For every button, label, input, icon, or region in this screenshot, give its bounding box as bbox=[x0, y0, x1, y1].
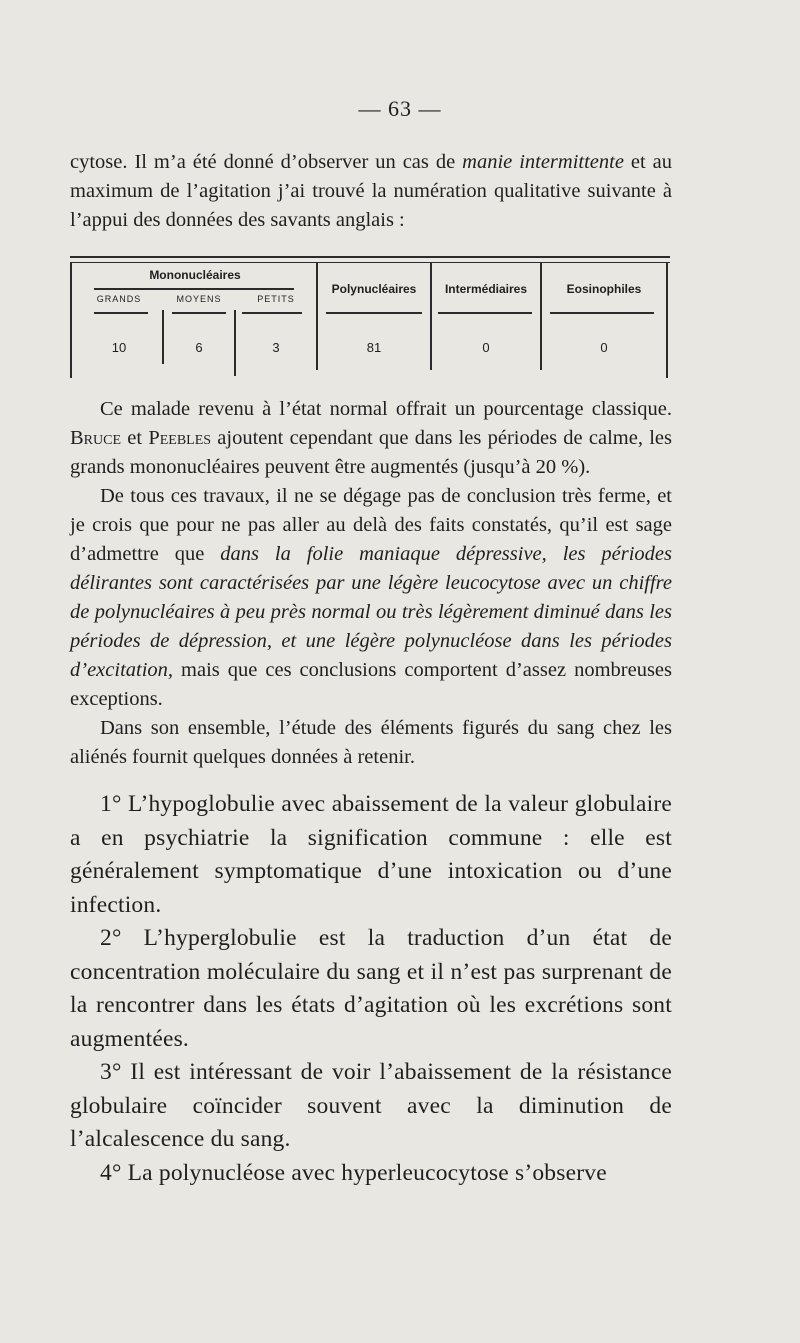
value-grands: 10 bbox=[111, 340, 127, 355]
page-number: — 63 — bbox=[358, 96, 442, 121]
intro-paragraph: cytose. Il m’a été donné d’observer un cas de manie intermittente et au maximum de l’agitation j’ai trouvé la numération qualitative suivante à l’appui des données des savants anglais : bbox=[70, 151, 673, 231]
value-moyens: 6 bbox=[195, 340, 203, 355]
header-mononucleaires: Mononucléaires bbox=[149, 268, 241, 282]
header-intermediaires: Intermédiaires bbox=[444, 282, 528, 296]
discussion-text bbox=[70, 395, 672, 772]
paragraph: Dans son ensemble, l’étude des éléments figurés du sang chez les aliénés fournit quelques données à retenir. bbox=[70, 717, 672, 768]
emphasis: manie intermittente bbox=[462, 151, 624, 173]
conclusion-item: 4° La polynucléose avec hyperleucocytose s’observe bbox=[100, 1159, 607, 1186]
emphasis: dans la folie maniaque dépressive, les périodes délirantes sont caractérisées par une légère leucocytose avec un chiffre de polynucléaires à peu près normal ou très légèrement diminué dans les périodes de dépression, et une légère polynucléose dans les périodes d’excitation, bbox=[70, 543, 672, 681]
header-polynucleaires: Polynucléaires bbox=[331, 282, 417, 296]
paragraph: Ce malade revenu à l’état normal offrait un pourcentage classique. Bruce et Peebles ajoutent cependant que dans les périodes de calme, les grands mononucléaires peuvent être augmentés (jusqu’à 20 %). bbox=[70, 398, 672, 478]
conclusions-list bbox=[70, 788, 672, 1190]
header-grands: GRANDS bbox=[96, 294, 142, 304]
header-petits: PETITS bbox=[257, 294, 295, 304]
header-moyens: MOYENS bbox=[176, 294, 222, 304]
blood-count-table bbox=[70, 256, 670, 380]
value-polynucleaires: 81 bbox=[366, 340, 382, 355]
conclusion-item: 2° L’hyperglobulie est la traduction d’un état de concentration moléculaire du sang et il n’est pas surprenant de la rencontrer dans les états d’agitation où les excrétions sont augmentées. bbox=[70, 925, 672, 1052]
value-intermediaires: 0 bbox=[482, 340, 490, 355]
header-eosinophiles: Eosinophiles bbox=[566, 282, 642, 296]
author-name: Bruce bbox=[70, 427, 122, 449]
value-eosinophiles: 0 bbox=[600, 340, 608, 355]
author-name: Peebles bbox=[148, 427, 212, 449]
value-petits: 3 bbox=[272, 340, 280, 355]
conclusion-item: 3° Il est intéressant de voir l’abaissement de la résistance globulaire coïncider souvent avec la diminution de l’alcalescence du sang. bbox=[70, 1059, 672, 1152]
conclusion-item: 1° L’hypoglobulie avec abaissement de la valeur globulaire a en psychiatrie la signification commune : elle est généralement symptomatique d’une intoxication ou d’une infection. bbox=[70, 791, 672, 918]
paragraph: De tous ces travaux, il ne se dégage pas de conclusion très ferme, et je crois que pour ne pas aller au delà des faits constatés, qu’il est sage d’admettre que dans la folie maniaque dépressive, les périodes délirantes sont caractérisées par une légère leucocytose avec un chiffre de polynucléaires à peu près normal ou très légèrement diminué dans les périodes de dépression, et une légère polynucléose dans les périodes d’excitation, mais que ces conclusions comportent d’assez nombreuses exceptions. bbox=[70, 485, 672, 710]
